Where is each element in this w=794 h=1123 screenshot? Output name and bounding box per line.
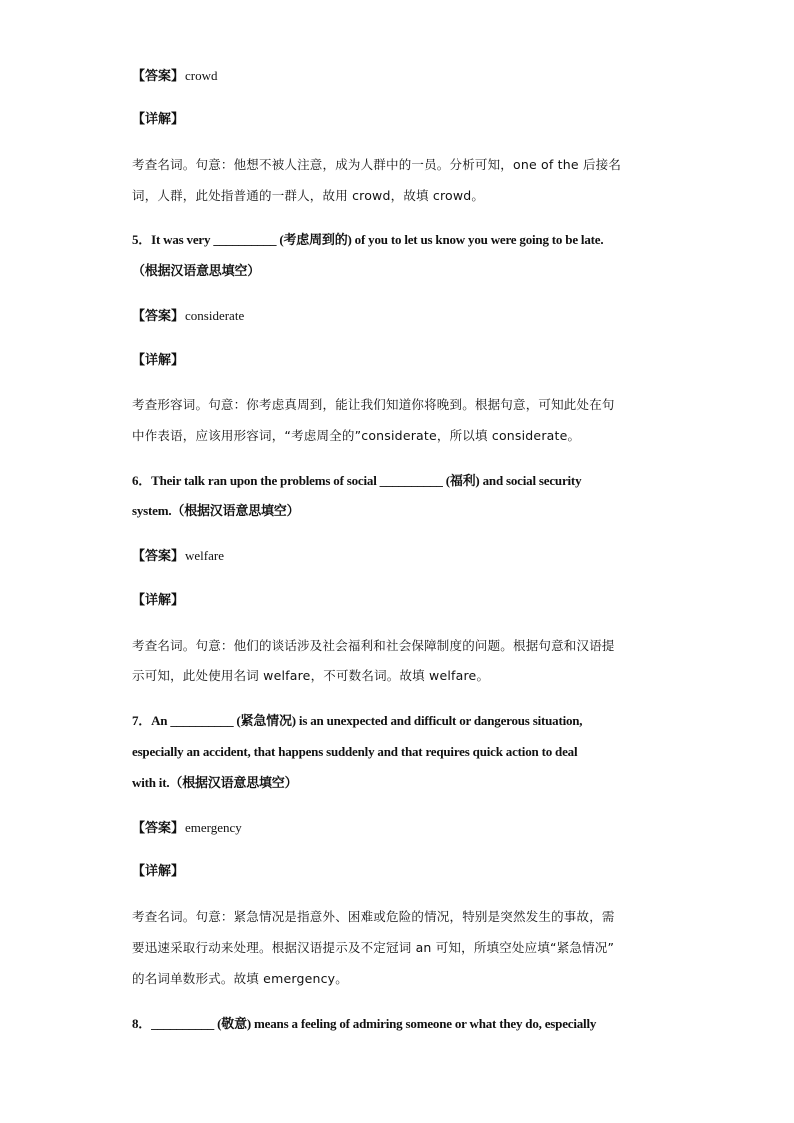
explanation-text: 中作表语，应该用形容词，“考虑周全的”considerate，所以填 considerate。 <box>132 428 581 443</box>
question-5-instruction: （根据汉语意思填空） <box>132 263 261 278</box>
question-6: 6．Their talk ran upon the problems of social __________ (福利) and social security <box>132 473 582 488</box>
explanation-text: 考查形容词。句意：你考虑真周到，能让我们知道你将晚到。根据句意，可知此处在句 <box>132 397 615 412</box>
explanation-label: 【详解】 <box>132 112 185 127</box>
answer-line <box>132 307 244 326</box>
answer-label: 【答案】 <box>132 69 185 84</box>
explanation-text: 考查名词。句意：紧急情况是指意外、困难或危险的情况，特别是突然发生的事故，需 <box>132 909 615 924</box>
question-8: 8．__________ (敬意) means a feeling of admiring someone or what they do, especially <box>132 1016 597 1031</box>
explanation-text: 示可知，此处使用名词 welfare，不可数名词。故填 welfare。 <box>132 668 490 683</box>
explanation-text: 词，人群，此处指普通的一群人，故用 crowd，故填 crowd。 <box>132 188 485 203</box>
answer-line <box>132 547 224 566</box>
explanation-text: 要迅速采取行动来处理。根据汉语提示及不定冠词 an 可知，所填空处应填“紧急情况” <box>132 940 615 955</box>
answer-line <box>132 67 218 86</box>
question-5: 5．It was very __________ (考虑周到的) of you to let us know you were going to be late. <box>132 232 604 247</box>
question-7-instruction: with it.（根据汉语意思填空） <box>132 775 298 790</box>
explanation-label: 【详解】 <box>132 864 185 879</box>
question-6-instruction: system.（根据汉语意思填空） <box>132 503 300 518</box>
explanation-text: 的名词单数形式。故填 emergency。 <box>132 971 348 986</box>
answer-value: welfare <box>185 548 224 563</box>
answer-label: 【答案】 <box>132 549 185 564</box>
answer-value: considerate <box>185 308 245 323</box>
explanation-text: 考查名词。句意：他想不被人注意，成为人群中的一员。分析可知，one of the 后接名 <box>132 157 622 172</box>
answer-label: 【答案】 <box>132 309 185 324</box>
question-7: 7．An __________ (紧急情况) is an unexpected and difficult or dangerous situation, <box>132 713 583 728</box>
answer-label: 【答案】 <box>132 821 185 836</box>
explanation-label: 【详解】 <box>132 353 185 368</box>
explanation-label: 【详解】 <box>132 593 185 608</box>
explanation-text: 考查名词。句意：他们的谈话涉及社会福利和社会保障制度的问题。根据句意和汉语提 <box>132 638 615 653</box>
question-7-continued: especially an accident, that happens suddenly and that requires quick action to deal <box>132 744 578 759</box>
answer-value: emergency <box>185 820 242 835</box>
answer-line <box>132 819 242 838</box>
answer-value: crowd <box>185 68 218 83</box>
